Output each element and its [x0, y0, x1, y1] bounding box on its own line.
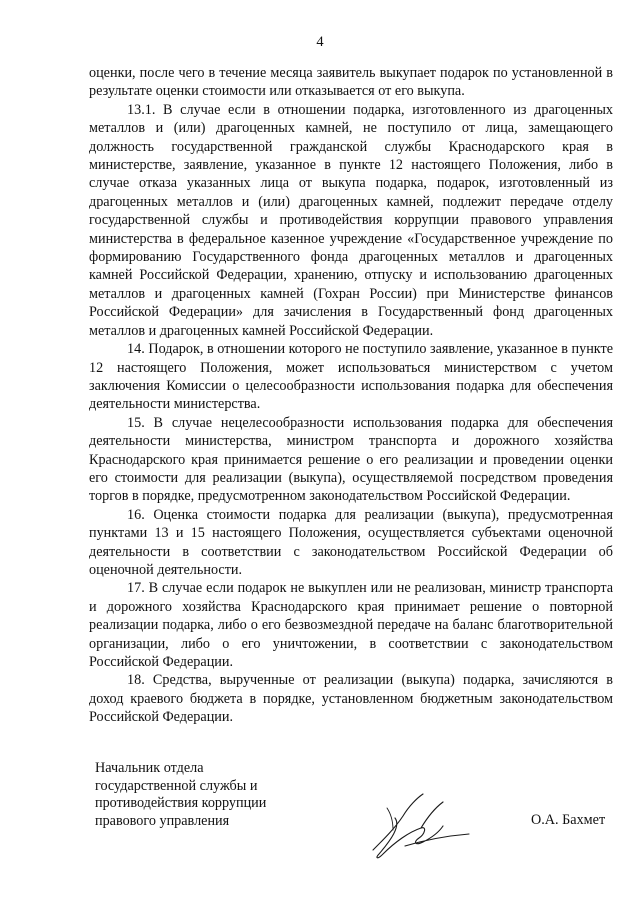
signature-block — [95, 760, 615, 870]
paragraph-16: 16. Оценка стоимости подарка для реализации (выкупа), предусмотренная пунктами 13 и 15 настоящего Положения, осуществляется субъектами оценочной деятельности в соответствии с законодательством Российской Федерации об оценочной деятельности. — [89, 506, 613, 578]
handwritten-signature-icon — [365, 788, 475, 864]
signatory-position-line: государственной службы и — [95, 777, 258, 794]
page-number: 4 — [316, 34, 324, 50]
signatory-name: О.А. Бахмет — [531, 812, 606, 828]
paragraph-18: 18. Средства, вырученные от реализации (выкупа) подарка, зачисляются в доход краевого бюджета в порядке, установленном бюджетным законодательством Российской Федерации. — [89, 672, 613, 726]
signatory-position-line: Начальник отдела — [95, 760, 204, 776]
paragraph-13-1: 13.1. В случае если в отношении подарка, изготовленного из драгоценных металлов и (или) драгоценных камней, не поступило от лица, замещающего должность государственной гражданской службы Краснодарского края в министерстве, заявление, указанное в пункте 12 настоящего Положения, либо в случае отказа указанных лица от выкупа подарка, подарок, изготовленный из драгоценных металлов и (или) драгоценных камней, подлежит передаче отделу государственной службы и противодействия коррупции правового управления министерства в федеральное казенное учреждение «Государственное учреждение по формированию Государственного фонда драгоценных металлов и драгоценных камней Российской Федерации, хранению, отпуску и использованию драгоценных металлов и драгоценных камней (Гохран России) при Министерстве финансов Российской Федерации» для зачисления в Государственный фонд драгоценных металлов и драгоценных камней Российской Федерации. — [89, 101, 613, 339]
paragraph-continuation: оценки, после чего в течение месяца заявитель выкупает подарок по установленной в результате оценки стоимости или отказывается от его выкупа. — [89, 65, 613, 100]
paragraph-15: 15. В случае нецелесообразности использования подарка для обеспечения деятельности министерства, министром транспорта и дорожного хозяйства Краснодарского края принимается решение о его реализации и проведении оценки его стоимости для реализации (выкупа), осуществляемой посредством проведения торгов в порядке, предусмотренном законодательством Российской Федерации. — [89, 414, 613, 505]
document-body — [89, 64, 613, 727]
paragraph-14: 14. Подарок, в отношении которого не поступило заявление, указанное в пункте 12 настоящего Положения, может использоваться министерством с учетом заключения Комиссии о целесообразности использования подарка для обеспечения деятельности министерства. — [89, 341, 613, 413]
signatory-position — [95, 760, 335, 830]
signatory-position-line: правового управления — [95, 812, 230, 829]
signatory-position-line: противодействия коррупции — [95, 795, 267, 811]
paragraph-17: 17. В случае если подарок не выкуплен или не реализован, министр транспорта и дорожного хозяйства Краснодарского края принимает решение о повторной реализации подарка, либо о его безвозмездной передаче на баланс благотворительной организации, либо о его уничтожении, в соответствии с законодательством Российской Федерации. — [89, 580, 613, 670]
